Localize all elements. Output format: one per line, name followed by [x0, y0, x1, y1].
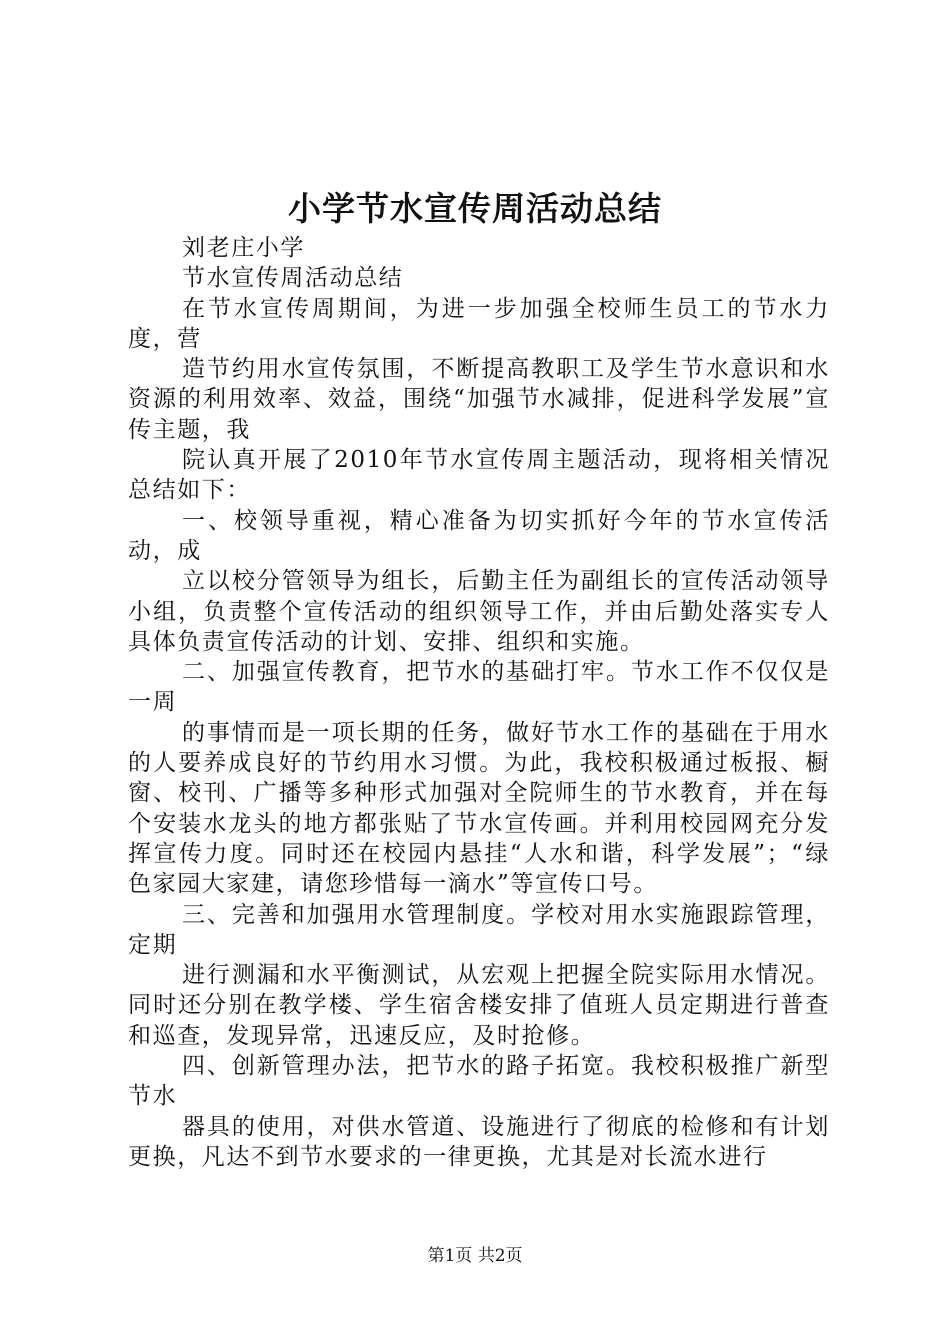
paragraph: 器具的使用，对供水管道、设施进行了彻底的检修和有计划更换，凡达不到节水要求的一律更换，尤其是对长流水进行 [128, 1113, 830, 1170]
document-title: 小学节水宣传周活动总结 [288, 189, 662, 228]
document-body [128, 233, 830, 1172]
paragraph: 二、加强宣传教育，把节水的基础打牢。节水工作不仅仅是一周 [128, 659, 830, 716]
paragraph-school-name: 刘老庄小学 [182, 235, 305, 261]
paragraph: 进行测漏和水平衡测试，从宏观上把握全院实际用水情况。同时还分别在教学楼、学生宿舍楼安排了值班人员定期进行普查和巡查，发现异常，迅速反应，及时抢修。 [128, 962, 830, 1049]
paragraph: 造节约用水宣传氛围，不断提高教职工及学生节水意识和水资源的利用效率、效益，围绕“加强节水减排，促进科学发展”宣传主题，我 [128, 356, 830, 443]
paragraph: 一、校领导重视，精心准备为切实抓好今年的节水宣传活动，成 [128, 507, 830, 564]
paragraph: 三、完善和加强用水管理制度。学校对用水实施跟踪管理，定期 [128, 901, 830, 958]
paragraph-subtitle: 节水宣传周活动总结 [182, 265, 404, 292]
paragraph: 在节水宣传周期间，为进一步加强全校师生员工的节水力度，营 [128, 295, 830, 352]
paragraph: 四、创新管理办法，把节水的路子拓宽。我校积极推广新型节水 [128, 1053, 830, 1110]
paragraph: 院认真开展了2010年节水宣传周主题活动，现将相关情况总结如下： [128, 447, 830, 504]
paragraph: 立以校分管领导为组长，后勤主任为副组长的宣传活动领导小组，负责整个宣传活动的组织领导工作，并由后勤处落实专人具体负责宣传活动的计划、安排、组织和实施。 [128, 568, 830, 655]
paragraph: 的事情而是一项长期的任务，做好节水工作的基础在于用水的人要养成良好的节约用水习惯。为此，我校积极通过板报、橱窗、校刊、广播等多种形式加强对全院师生的节水教育，并在每个安装水龙头的地方都张贴了节水宣传画。并利用校园网充分发挥宣传力度。同时还在校园内悬挂“人水和谐，科学发展”；“绿色家园大家建，请您珍惜每一滴水”等宣传口号。 [128, 719, 830, 898]
page-number-footer: 第1页 共2页 [427, 1246, 523, 1266]
